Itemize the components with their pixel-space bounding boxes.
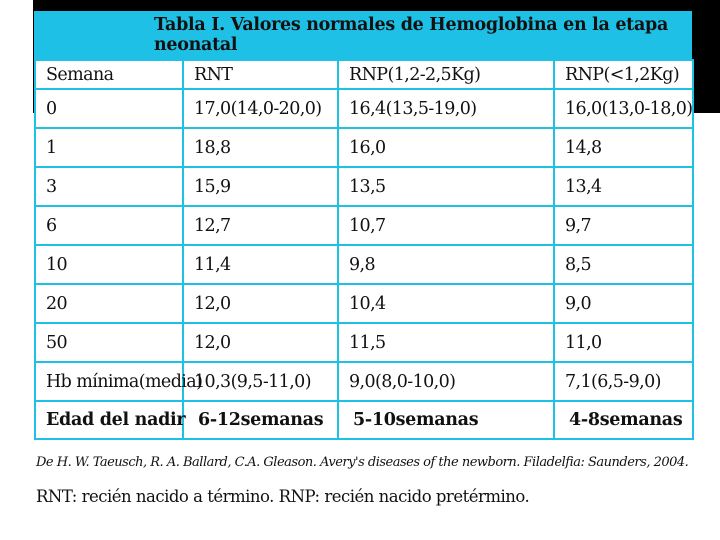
table-cell: 9,7 (554, 206, 693, 245)
table-row (35, 89, 693, 128)
table-cell: 12,0 (183, 323, 338, 362)
table-cell: 20 (35, 284, 183, 323)
table-cell: 9,0 (554, 284, 693, 323)
table-row (35, 245, 693, 284)
table-cell: 9,0(8,0-10,0) (338, 362, 554, 401)
header-cell-rnp-1-2-2-5kg: RNP(1,2-2,5Kg) (338, 60, 554, 89)
table-cell: 10 (35, 245, 183, 284)
header-cell-semana: Semana (35, 60, 183, 89)
table-cell: 17,0(14,0-20,0) (183, 89, 338, 128)
table-cell: 18,8 (183, 128, 338, 167)
table-cell: 1 (35, 128, 183, 167)
left-margin-strip (0, 0, 33, 540)
table-cell: 14,8 (554, 128, 693, 167)
table-row (35, 206, 693, 245)
table-cell: 4-8semanas (554, 401, 693, 439)
hemoglobin-table-container (34, 11, 692, 440)
source-citation: De H. W. Taeusch, R. A. Ballard, C.A. Gleason. Avery's diseases of the newborn. Filadelfia: Saunders, 2004. (36, 455, 689, 470)
table-cell: 11,5 (338, 323, 554, 362)
table-row (35, 284, 693, 323)
table-row (35, 323, 693, 362)
table-cell: 5-10semanas (338, 401, 554, 439)
table-cell: 3 (35, 167, 183, 206)
table-cell: 15,9 (183, 167, 338, 206)
header-cell-rnt: RNT (183, 60, 338, 89)
table-cell: 16,0(13,0-18,0) (554, 89, 693, 128)
table-cell: 0 (35, 89, 183, 128)
table-cell: 10,3(9,5-11,0) (183, 362, 338, 401)
table-row (35, 362, 693, 401)
table-cell: Edad del nadir (35, 401, 183, 439)
table-row (35, 167, 693, 206)
table-cell: 6-12semanas (183, 401, 338, 439)
table-cell: 12,0 (183, 284, 338, 323)
table-header-row (35, 60, 693, 89)
table-cell: 8,5 (554, 245, 693, 284)
table-cell: 9,8 (338, 245, 554, 284)
table-cell: 16,0 (338, 128, 554, 167)
table-cell: 16,4(13,5-19,0) (338, 89, 554, 128)
table-cell: 13,5 (338, 167, 554, 206)
table-cell: 10,7 (338, 206, 554, 245)
table-cell: 12,7 (183, 206, 338, 245)
table-cell: 7,1(6,5-9,0) (554, 362, 693, 401)
table-cell: 10,4 (338, 284, 554, 323)
header-cell-rnp-under-1-2kg: RNP(<1,2Kg) (554, 60, 693, 89)
table-cell: 11,0 (554, 323, 693, 362)
table-cell: Hb mínima(media) (35, 362, 183, 401)
table-row (35, 401, 693, 439)
abbreviation-legend: RNT: recién nacido a término. RNP: recién nacido pretérmino. (36, 487, 530, 506)
table-cell: 6 (35, 206, 183, 245)
table-row (35, 128, 693, 167)
hemoglobin-table (34, 59, 694, 440)
table-cell: 11,4 (183, 245, 338, 284)
table-title: Tabla I. Valores normales de Hemoglobina en la etapa neonatal (34, 11, 692, 59)
table-cell: 50 (35, 323, 183, 362)
table-cell: 13,4 (554, 167, 693, 206)
